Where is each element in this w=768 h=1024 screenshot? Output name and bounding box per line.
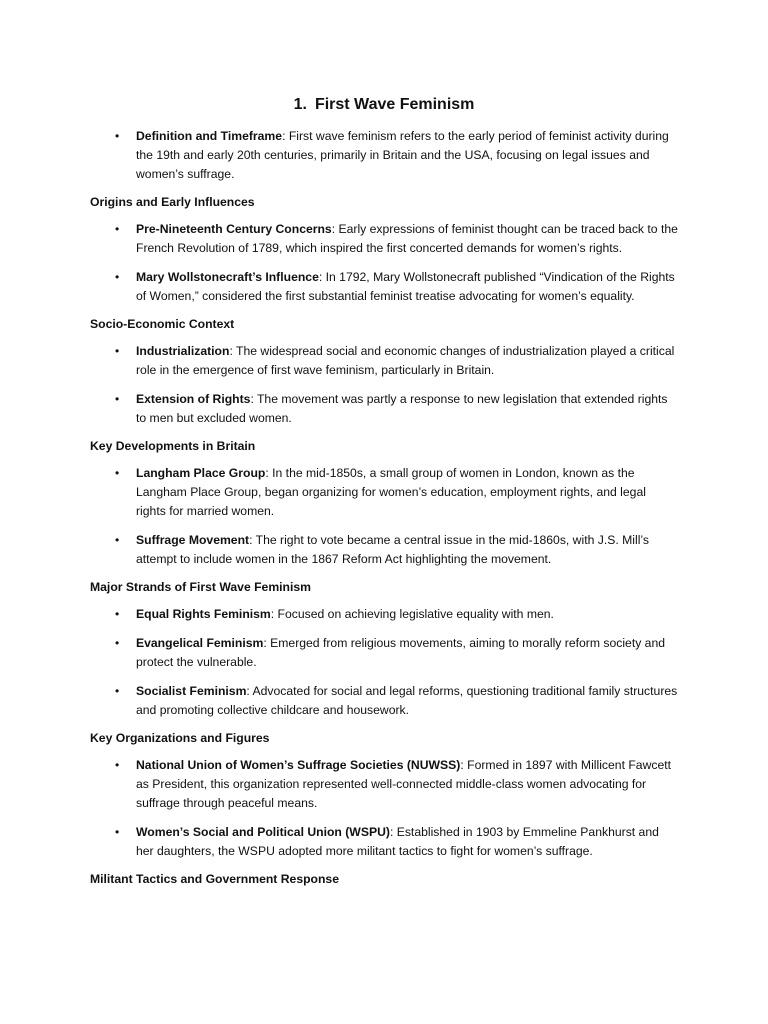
section-heading: Key Developments in Britain	[90, 439, 256, 453]
item-text: : The right to vote became a central issue in the mid-1860s, with J.S. Mill’s attempt to include women in the 1867 Reform Act highlighting the movement.	[136, 533, 649, 566]
section-heading: Key Organizations and Figures	[90, 731, 270, 745]
item-text: : The movement was partly a response to new legislation that extended rights to men but excluded women.	[136, 392, 668, 425]
intro-list	[90, 127, 678, 184]
section-list	[90, 342, 678, 428]
section-heading: Major Strands of First Wave Feminism	[90, 580, 311, 594]
list-item	[90, 634, 678, 672]
bullet-icon: •	[115, 758, 120, 772]
item-term: Equal Rights Feminism	[136, 607, 271, 621]
item-text: : Advocated for social and legal reforms, questioning traditional family structures and promoting collective childcare and housework.	[136, 684, 678, 717]
item-text: : Established in 1903 by Emmeline Pankhurst and her daughters, the WSPU adopted more militant tactics to fight for women’s suffrage.	[136, 825, 659, 858]
section-list	[90, 605, 678, 720]
item-term: Extension of Rights	[136, 392, 251, 406]
item-term: Industrialization	[136, 344, 230, 358]
list-item	[90, 127, 678, 184]
item-term: Evangelical Feminism	[136, 636, 264, 650]
bullet-icon: •	[115, 825, 120, 839]
list-item	[90, 823, 678, 861]
list-item	[90, 756, 678, 813]
list-item	[90, 464, 678, 521]
bullet-icon: •	[115, 684, 120, 698]
title-number: 1.	[293, 96, 307, 113]
list-item	[90, 342, 678, 380]
page-title	[90, 95, 678, 115]
bullet-icon: •	[115, 392, 120, 406]
bullet-icon: •	[115, 607, 120, 621]
item-text: : In 1792, Mary Wollstonecraft published “Vindication of the Rights of Women,” considered the first substantial feminist treatise advocating for women’s equality.	[136, 270, 675, 303]
item-term: Definition and Timeframe	[136, 129, 283, 143]
item-text: : First wave feminism refers to the early period of feminist activity during the 19th and early 20th centuries, primarily in Britain and the USA, focusing on legal issues and women’s suffrage.	[136, 129, 669, 181]
item-term: Langham Place Group	[136, 466, 266, 480]
item-term: Pre-Nineteenth Century Concerns	[136, 222, 332, 236]
item-text: : The widespread social and economic changes of industrialization played a critical role in the emergence of first wave feminism, particularly in Britain.	[136, 344, 675, 377]
list-item	[90, 531, 678, 569]
section-list	[90, 464, 678, 569]
list-item	[90, 268, 678, 306]
item-text: : Early expressions of feminist thought can be traced back to the French Revolution of 1789, which inspired the first concerted demands for women’s rights.	[136, 222, 678, 255]
section-heading: Origins and Early Influences	[90, 195, 255, 209]
item-text: : Formed in 1897 with Millicent Fawcett as President, this organization represented well-connected middle-class women advocating for suffrage through peaceful means.	[136, 758, 672, 810]
list-item	[90, 605, 678, 624]
title-text: First Wave Feminism	[314, 96, 475, 113]
bullet-icon: •	[115, 222, 120, 236]
bullet-icon: •	[115, 533, 120, 547]
section-list	[90, 220, 678, 306]
list-item	[90, 390, 678, 428]
bullet-icon: •	[115, 129, 120, 143]
section-heading: Militant Tactics and Government Response	[90, 872, 339, 886]
section-list	[90, 756, 678, 861]
item-term: Suffrage Movement	[136, 533, 250, 547]
item-term: Women’s Social and Political Union (WSPU)	[136, 825, 390, 839]
bullet-icon: •	[115, 636, 120, 650]
item-text: : Focused on achieving legislative equality with men.	[270, 607, 554, 621]
item-term: National Union of Women’s Suffrage Societies (NUWSS)	[136, 758, 461, 772]
item-text: : In the mid-1850s, a small group of women in London, known as the Langham Place Group, began organizing for women’s education, employment rights, and legal rights for married women.	[136, 466, 646, 518]
item-text: : Emerged from religious movements, aiming to morally reform society and protect the vulnerable.	[136, 636, 666, 669]
list-item	[90, 682, 678, 720]
item-term: Mary Wollstonecraft’s Influence	[136, 270, 319, 284]
bullet-icon: •	[115, 344, 120, 358]
bullet-icon: •	[115, 466, 120, 480]
item-term: Socialist Feminism	[136, 684, 247, 698]
section-heading: Socio-Economic Context	[90, 317, 235, 331]
bullet-icon: •	[115, 270, 120, 284]
list-item	[90, 220, 678, 258]
